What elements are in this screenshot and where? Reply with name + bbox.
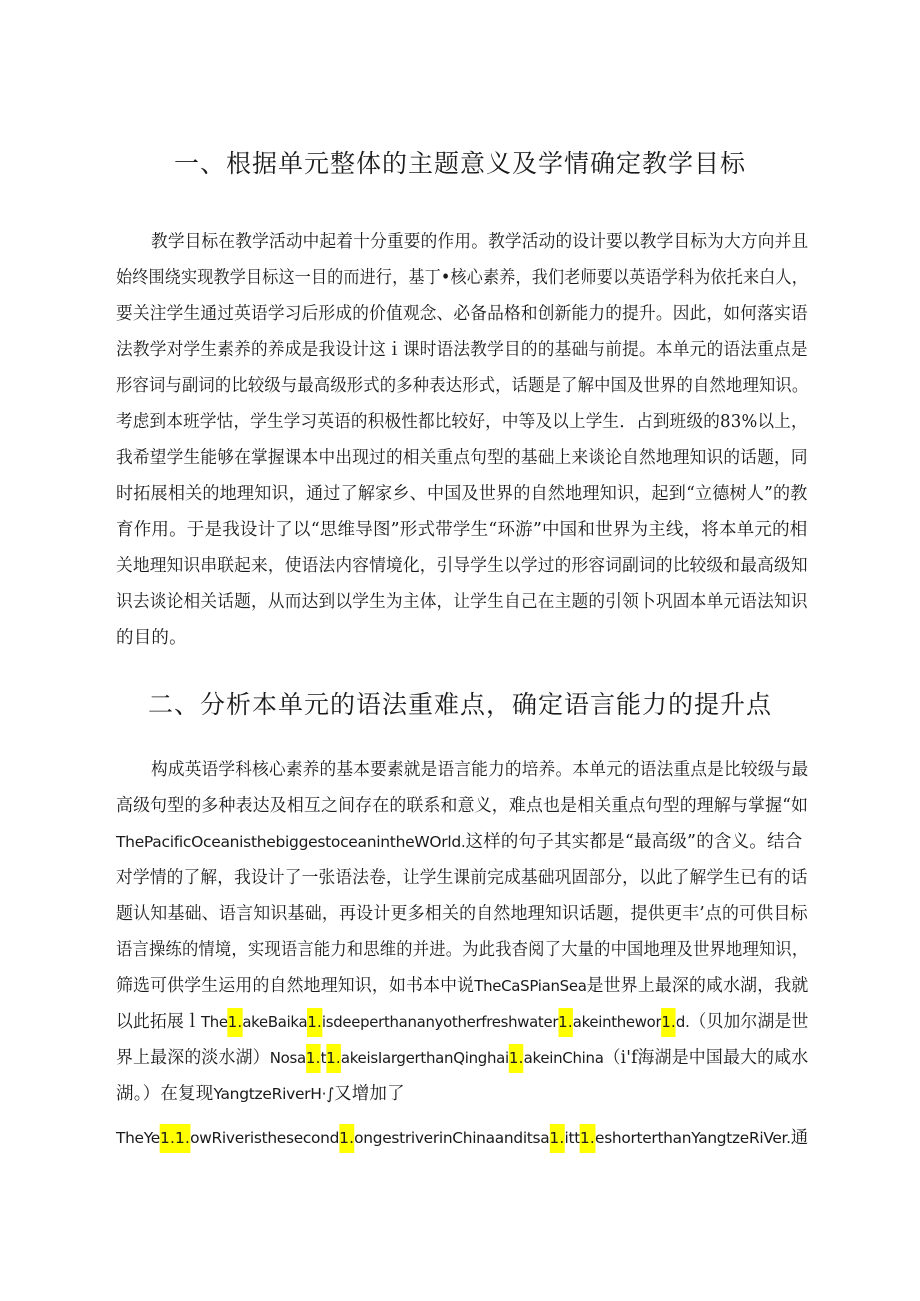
paragraph-line: 法教学对学生素养的养成是我设计这ｉ课时语法教学目的的基础与前提。本单元的语法重点是 (116, 340, 808, 360)
text-run: 筛选可供学生运用的自然地理知识，如书本中说 (116, 976, 475, 996)
paragraph-line (116, 1081, 405, 1107)
paragraph-line: 育作用。于是我设计了以“思维导图”形式带学生“环游”中国和世界为主线，将本单元的相 (116, 520, 808, 540)
paragraph-line: 考虑到本班学怙，学生学习英语的积极性都比较好，中等及以上学生．占到班级的83%以上， (116, 412, 808, 432)
section-heading-1: 一、根据单元整体的主题意义及学情确定教学目标 (173, 149, 746, 178)
paragraph-line: 教学目标在教学活动中起着十分重要的作用。教学活动的设计要以教学目标为大方向并且 (151, 232, 809, 252)
highlight-mark: 1. (509, 1044, 524, 1073)
english-run: The (200, 1013, 228, 1031)
highlight-mark: 1. (339, 1124, 354, 1153)
english-term: TheCaSPianSea (474, 977, 587, 995)
english-run: akeinthewor (572, 1013, 662, 1031)
section-heading-2: 二、分析本单元的语法重难点，确定语言能力的提升点 (147, 690, 772, 719)
paragraph-line (116, 1045, 808, 1071)
highlight-mark: 1. (307, 1008, 322, 1037)
text-run: 这样的句子其实都是“最高级”的含义。结合 (465, 832, 803, 852)
english-run: owRiveristhesecond (190, 1129, 340, 1147)
paragraph-line: 语言操练的情境，实现语言能力和思维的并进。为此我杳阅了大量的中国地理及世界地理知识， (116, 940, 809, 960)
english-run: YangtzeRiverH·∫ (213, 1085, 335, 1103)
english-run: TheYe (116, 1129, 160, 1147)
english-run: eshorterthanYangtzeRiVer. (595, 1129, 791, 1147)
english-run: t (320, 1049, 327, 1067)
english-run: itt (564, 1129, 580, 1147)
english-run: akeBaika (242, 1013, 308, 1031)
highlight-mark: 1. (558, 1008, 573, 1037)
text-run: 通 (790, 1128, 809, 1148)
paragraph-line: 形容词与副词的比较级与最高级形式的多种表达形式，话题是了解中国及世界的自然地理知识。 (116, 376, 809, 396)
highlight-mark: 1. (580, 1124, 595, 1153)
english-example-sentence: ThePacificOceanisthebiggestoceanintheWOrld. (116, 833, 466, 851)
text-run: （i'f海湖是中国最大的咸水 (603, 1048, 809, 1068)
english-run: ongestriverinChinaanditsa (354, 1129, 550, 1147)
paragraph-line: 我希望学生能够在掌握课本中出现过的相关重点句型的基础上来谈论自然地理知识的话题，同 (116, 448, 808, 468)
english-run: isdeeperthananyotherfreshwater (321, 1013, 559, 1031)
english-run: akeinChina (523, 1049, 604, 1067)
english-run: akeisIargerthanQinghai (340, 1049, 509, 1067)
text-run: 是世界上最深的咸水湖，我就 (586, 976, 809, 996)
paragraph-line: 时拓展相关的地理知识，通过了解家乡、中国及世界的自然地理知识，起到“立德树人”的教 (116, 484, 808, 504)
english-run: d. (675, 1013, 690, 1031)
paragraph-line (116, 1125, 808, 1151)
paragraph-line: 始终围绕实现教学目标这一目的而进行，基丁•核心素养，我们老师要以英语学科为依托来白人， (116, 268, 808, 288)
paragraph-line: 要关注学生通过英语学习后形成的价值观念、必备品格和创新能力的提升。因此，如何落实语 (116, 304, 808, 324)
highlight-mark: 1.1. (160, 1124, 190, 1153)
paragraph-line: 构成英语学科核心素养的基本要素就是语言能力的培养。本单元的语法重点是比较级与最 (151, 760, 809, 780)
paragraph-line: 的目的。 (116, 628, 187, 648)
highlight-mark: 1. (306, 1044, 321, 1073)
highlight-mark: 1. (549, 1124, 564, 1153)
text-run: 湖。）在复现 (116, 1084, 214, 1104)
paragraph-line: 关地理知识串联起来，使语法内容情境化，引导学生以学过的形容词副词的比较级和最高级知 (116, 556, 808, 576)
paragraph-line: 题认知基础、语言知识基础，再设计更多相关的自然地理知识话题，提供更丰’点的可供目标 (116, 904, 808, 924)
paragraph-line (116, 973, 808, 999)
paragraph-line (116, 829, 802, 855)
paragraph-line: 对学情的了解，我设计了一张语法卷，让学生课前完成基础巩固部分，以此了解学生已有的话 (116, 868, 808, 888)
text-run: （贝加尔湖是世 (689, 1012, 809, 1032)
text-run: 又增加了 (334, 1084, 405, 1104)
paragraph-line (116, 1009, 808, 1035)
text-run: 以此拓展ｌ (116, 1012, 201, 1032)
english-run: Nosa (269, 1049, 306, 1067)
paragraph-line: 高级句型的多种表达及相互之间存在的联系和意义，难点也是相关重点句型的理解与掌握“如 (116, 796, 809, 816)
text-run: 界上最深的淡水湖） (116, 1048, 270, 1068)
highlight-mark: 1. (661, 1008, 676, 1037)
highlight-mark: 1. (228, 1008, 243, 1037)
paragraph-line: 识去谈论相关话题，从而达到以学生为主体，让学生自己在主题的引领卜巩固本单元语法知识 (116, 592, 808, 612)
highlight-mark: 1. (326, 1044, 341, 1073)
